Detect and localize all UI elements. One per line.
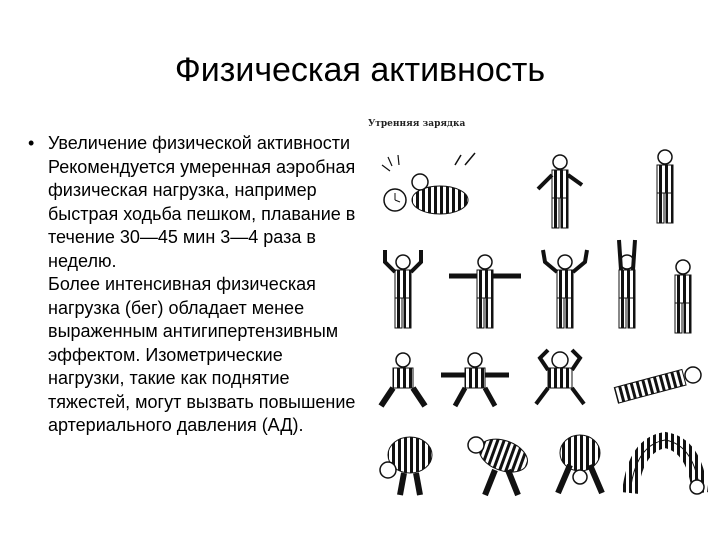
- bullet-marker: •: [28, 133, 35, 153]
- figure-forward-bend: [380, 437, 432, 495]
- figure-squat-arms-out: [441, 353, 509, 406]
- illustration-caption: Утренняя зарядка: [368, 119, 466, 129]
- figure-head-down: [558, 435, 602, 493]
- figure-arms-up-bent: [385, 250, 421, 328]
- figure-squat-hands-head: [536, 350, 584, 404]
- figure-stretch-step: [538, 155, 582, 228]
- figure-sleeping-alarm: [382, 153, 475, 214]
- figure-arms-out: [449, 255, 521, 328]
- bullet-text: Увеличение физической активности Рекомендуется умеренная аэробная физическая нагрузка, например быстрая ходьба пешком, плавание в течение 30—45 мин 3—4 раза в неделю. Более интенсивная физическая нагрузка (бег) обладает менее выраженным антигипертензивным эффектом. Изометрические нагрузки, такие как поднятие тяжестей, могут вызвать повышение артериального давления (АД).: [48, 133, 356, 435]
- figure-back-bridge: [630, 440, 704, 494]
- morning-exercise-illustration: [365, 115, 710, 500]
- slide-title: [0, 50, 720, 90]
- figure-arms-raised: [619, 240, 635, 328]
- figure-arms-up-wide: [543, 250, 587, 328]
- figure-bending: [675, 260, 691, 333]
- slide-title-text: Физическая активность: [174, 51, 546, 89]
- figure-lying-pushup: [614, 367, 701, 403]
- figure-side-bend: [468, 433, 532, 495]
- figure-squat-1: [381, 353, 425, 406]
- figure-standing-arms-back: [657, 150, 673, 223]
